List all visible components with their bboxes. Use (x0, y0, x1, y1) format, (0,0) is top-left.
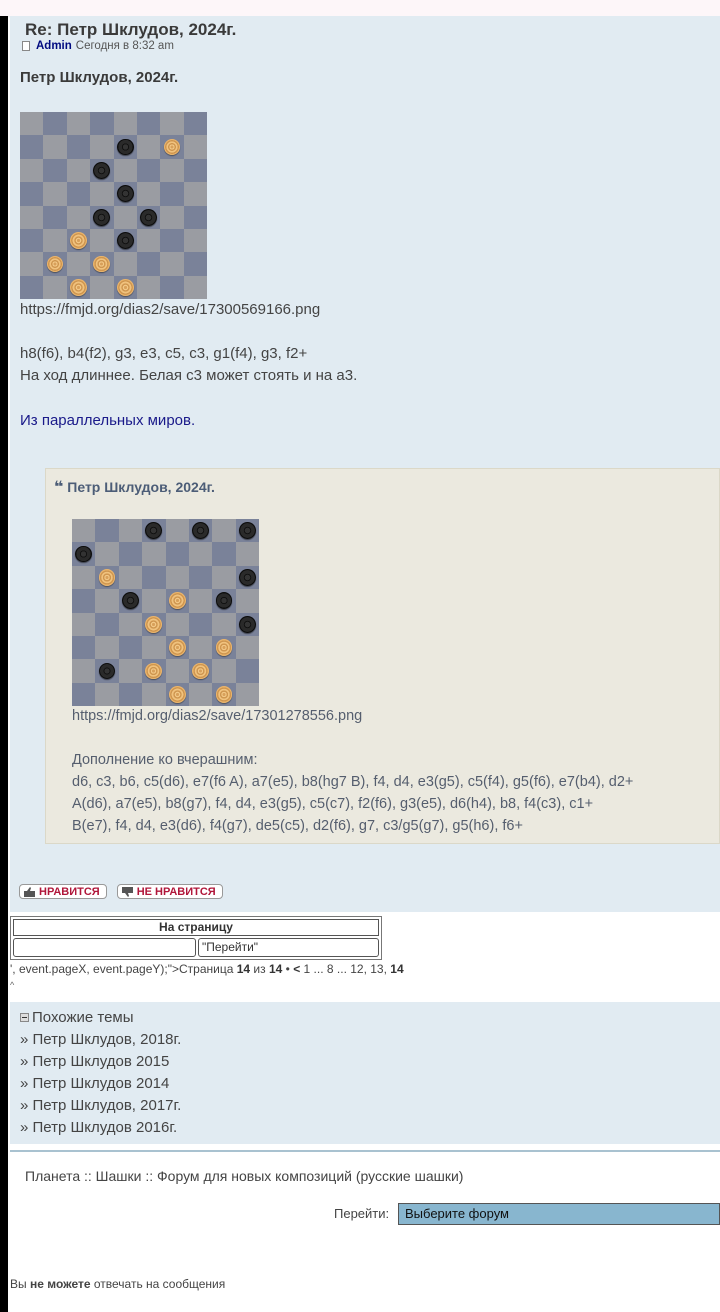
board-square (95, 659, 118, 682)
board-square (236, 566, 259, 589)
board-square (72, 519, 95, 542)
white-checker-piece (192, 663, 209, 680)
board-square (72, 683, 95, 706)
like-button[interactable] (19, 884, 107, 899)
board-square (212, 542, 235, 565)
board-square (212, 683, 235, 706)
board-square (43, 252, 66, 275)
board-square (90, 276, 113, 299)
like-label: НРАВИТСЯ (39, 885, 100, 898)
board-square (236, 589, 259, 612)
parallel-worlds-text: Из параллельных миров. (20, 412, 196, 429)
board-square (189, 659, 212, 682)
board-square (160, 159, 183, 182)
board-square (184, 206, 207, 229)
board-square (189, 589, 212, 612)
addition-line-2: A(d6), a7(e5), b8(g7), f4, d4, e3(g5), c5(c7), f2(f6), g3(e5), d6(h4), b8, f4(c3), c1+ (72, 796, 594, 812)
board-square (20, 182, 43, 205)
board-square (212, 589, 235, 612)
diagram-image-url: https://fmjd.org/dias2/save/17300569166.png (20, 301, 321, 318)
board-square (142, 659, 165, 682)
board-square (43, 159, 66, 182)
board-square (119, 519, 142, 542)
board-square (72, 589, 95, 612)
white-checker-piece (169, 592, 186, 609)
board-square (67, 135, 90, 158)
board-square (67, 206, 90, 229)
board-square (184, 112, 207, 135)
page-number-input[interactable] (13, 938, 196, 957)
board-square (43, 112, 66, 135)
quote-author: Петр Шклудов, 2024г. (67, 479, 215, 495)
board-square (114, 159, 137, 182)
forum-jump-label: Перейти: (334, 1206, 390, 1221)
board-square (119, 636, 142, 659)
board-square (160, 135, 183, 158)
pagination-prefix: ', event.pageX, event.pageY);">Страница (10, 962, 237, 976)
board-square (212, 613, 235, 636)
board-square (119, 589, 142, 612)
black-checker-piece (75, 546, 92, 563)
white-checker-piece (47, 256, 64, 273)
black-checker-piece (192, 522, 209, 539)
board-square (160, 252, 183, 275)
board-square (20, 276, 43, 299)
board-square (114, 252, 137, 275)
board-square (142, 566, 165, 589)
board-square (119, 683, 142, 706)
board-square (67, 252, 90, 275)
board-square (90, 112, 113, 135)
board-square (72, 542, 95, 565)
board-square (90, 159, 113, 182)
board-square (114, 276, 137, 299)
quote-header (54, 477, 215, 497)
quoted-checkers-board-diagram (72, 519, 259, 706)
similar-topics-title: Похожие темы (32, 1009, 134, 1026)
board-square (137, 112, 160, 135)
board-square (142, 613, 165, 636)
similar-topic-link[interactable]: » Петр Шклудов 2016г. (20, 1119, 178, 1136)
thumbs-down-icon (122, 887, 133, 897)
solution-moves: h8(f6), b4(f2), g3, e3, c5, c3, g1(f4), g3, f2+ (20, 345, 308, 362)
board-square (119, 566, 142, 589)
notice-prefix: Вы (10, 1277, 30, 1291)
white-checker-piece (216, 639, 233, 656)
board-square (160, 276, 183, 299)
board-square (114, 229, 137, 252)
checkers-board-diagram (20, 112, 207, 299)
post-meta (22, 40, 174, 52)
board-square (184, 159, 207, 182)
quote-icon: ❝ (54, 479, 64, 496)
quote-block (45, 468, 720, 844)
post-document-icon[interactable] (22, 41, 30, 51)
jump-to-page-header: На страницу (13, 919, 379, 936)
board-square (166, 566, 189, 589)
similar-topic-link[interactable]: » Петр Шклудов, 2017г. (20, 1097, 182, 1114)
board-square (184, 182, 207, 205)
board-square (236, 659, 259, 682)
black-checker-piece (117, 232, 134, 249)
white-checker-piece (99, 569, 116, 586)
board-square (114, 182, 137, 205)
jump-to-page-form (10, 916, 382, 960)
board-square (114, 135, 137, 158)
board-square (166, 589, 189, 612)
board-square (189, 519, 212, 542)
of-word: из (250, 962, 269, 976)
board-square (90, 252, 113, 275)
board-square (189, 613, 212, 636)
reply-permission-notice (10, 1277, 225, 1291)
board-square (189, 683, 212, 706)
board-square (43, 229, 66, 252)
board-square (236, 542, 259, 565)
current-page: 14 (236, 962, 251, 976)
black-checker-piece (216, 592, 233, 609)
black-checker-piece (117, 139, 134, 156)
board-square (43, 276, 66, 299)
board-square (43, 206, 66, 229)
board-square (95, 589, 118, 612)
board-square (184, 229, 207, 252)
browser-top-bar (0, 0, 720, 16)
notice-suffix: отвечать на сообщения (90, 1277, 226, 1291)
black-checker-piece (145, 522, 162, 539)
board-square (137, 252, 160, 275)
white-checker-piece (216, 686, 233, 703)
white-checker-piece (164, 139, 181, 156)
black-checker-piece (93, 209, 110, 226)
board-square (189, 542, 212, 565)
board-square (236, 519, 259, 542)
go-button[interactable]: "Перейти" (198, 938, 379, 957)
notice-bold: не можете (29, 1277, 91, 1291)
left-edge-bar (0, 16, 8, 1312)
previous-page-icon[interactable]: < (293, 962, 301, 976)
board-square (236, 683, 259, 706)
board-square (95, 519, 118, 542)
black-checker-piece (99, 663, 116, 680)
board-square (67, 182, 90, 205)
white-checker-piece (70, 279, 87, 296)
board-square (114, 206, 137, 229)
black-checker-piece (117, 185, 134, 202)
similar-topic-link[interactable]: » Петр Шклудов 2014 (20, 1075, 170, 1092)
pagination (10, 962, 404, 976)
breadcrumb[interactable]: Планета :: Шашки :: Форум для новых композиций (русские шашки) (25, 1168, 464, 1184)
black-checker-piece (93, 162, 110, 179)
board-square (166, 659, 189, 682)
similar-topics-header[interactable] (20, 1009, 134, 1026)
board-square (212, 659, 235, 682)
white-checker-piece (70, 232, 87, 249)
black-checker-piece (239, 616, 256, 633)
board-square (189, 566, 212, 589)
post-timestamp: Сегодня в 8:32 am (75, 40, 174, 52)
board-square (72, 659, 95, 682)
board-square (142, 542, 165, 565)
board-square (142, 683, 165, 706)
board-square (184, 276, 207, 299)
board-square (95, 613, 118, 636)
board-square (189, 636, 212, 659)
dislike-button[interactable] (117, 884, 223, 899)
page-links[interactable]: 1 ... 8 ... 12, 13, (300, 962, 391, 976)
similar-topics-panel (10, 1002, 720, 1144)
collapse-icon[interactable] (20, 1013, 29, 1022)
board-square (90, 182, 113, 205)
black-checker-piece (122, 592, 139, 609)
board-square (95, 636, 118, 659)
board-square (20, 252, 43, 275)
board-square (43, 182, 66, 205)
white-checker-piece (145, 616, 162, 633)
board-square (160, 182, 183, 205)
board-square (67, 229, 90, 252)
board-square (95, 566, 118, 589)
board-square (20, 135, 43, 158)
board-square (137, 159, 160, 182)
board-square (72, 613, 95, 636)
board-square (160, 112, 183, 135)
addition-label: Дополнение ко вчерашним: (72, 752, 258, 768)
board-square (20, 112, 43, 135)
thumbs-up-icon (24, 887, 35, 897)
black-checker-piece (239, 569, 256, 586)
board-square (43, 135, 66, 158)
post-author[interactable]: Admin (36, 40, 72, 52)
board-square (90, 135, 113, 158)
board-square (160, 229, 183, 252)
black-checker-piece (140, 209, 157, 226)
board-square (20, 229, 43, 252)
board-square (236, 613, 259, 636)
board-square (142, 519, 165, 542)
board-square (20, 159, 43, 182)
footer-divider (10, 1150, 720, 1152)
board-square (212, 636, 235, 659)
board-square (137, 229, 160, 252)
reaction-buttons (19, 884, 223, 899)
board-square (184, 135, 207, 158)
back-to-top-icon[interactable]: ^ (10, 980, 15, 990)
board-square (212, 566, 235, 589)
board-square (114, 112, 137, 135)
board-square (67, 276, 90, 299)
board-square (119, 613, 142, 636)
black-checker-piece (239, 522, 256, 539)
solution-note: На ход длиннее. Белая с3 может стоять и на а3. (20, 367, 358, 384)
addition-line-3: B(e7), f4, d4, e3(d6), f4(g7), de5(c5), d2(f6), g7, c3/g5(g7), g5(h6), f6+ (72, 818, 523, 834)
board-square (142, 636, 165, 659)
board-square (160, 206, 183, 229)
pagination-separator: • (282, 962, 294, 976)
jump-to-page-row (13, 938, 379, 957)
similar-topic-link[interactable]: » Петр Шклудов 2015 (20, 1053, 170, 1070)
board-square (67, 112, 90, 135)
quoted-image-url: https://fmjd.org/dias2/save/17301278556.png (72, 708, 363, 724)
board-square (212, 519, 235, 542)
board-square (166, 636, 189, 659)
board-square (137, 206, 160, 229)
dislike-label: НЕ НРАВИТСЯ (136, 885, 216, 898)
board-square (166, 613, 189, 636)
board-square (137, 135, 160, 158)
board-square (20, 206, 43, 229)
board-square (95, 683, 118, 706)
board-square (166, 519, 189, 542)
board-square (119, 659, 142, 682)
board-square (67, 159, 90, 182)
total-pages: 14 (268, 962, 283, 976)
board-square (119, 542, 142, 565)
last-page: 14 (390, 962, 404, 976)
board-square (72, 566, 95, 589)
board-square (184, 252, 207, 275)
white-checker-piece (145, 663, 162, 680)
board-square (95, 542, 118, 565)
white-checker-piece (117, 279, 134, 296)
forum-select[interactable]: Выберите форум (398, 1203, 720, 1225)
board-square (90, 229, 113, 252)
board-square (90, 206, 113, 229)
white-checker-piece (93, 256, 110, 273)
post-title[interactable]: Re: Петр Шклудов, 2024г. (25, 20, 237, 39)
board-square (236, 636, 259, 659)
board-square (166, 683, 189, 706)
board-square (142, 589, 165, 612)
board-square (166, 542, 189, 565)
white-checker-piece (169, 639, 186, 656)
white-checker-piece (169, 686, 186, 703)
board-square (72, 636, 95, 659)
board-square (137, 276, 160, 299)
board-square (137, 182, 160, 205)
forum-post (10, 16, 720, 912)
addition-line-1: d6, c3, b6, c5(d6), e7(f6 A), a7(e5), b8(hg7 B), f4, d4, e3(g5), c5(f4), g5(f6), e7(b4), d2+ (72, 774, 634, 790)
post-heading: Петр Шклудов, 2024г. (20, 69, 179, 86)
similar-topic-link[interactable]: » Петр Шклудов, 2018г. (20, 1031, 182, 1048)
